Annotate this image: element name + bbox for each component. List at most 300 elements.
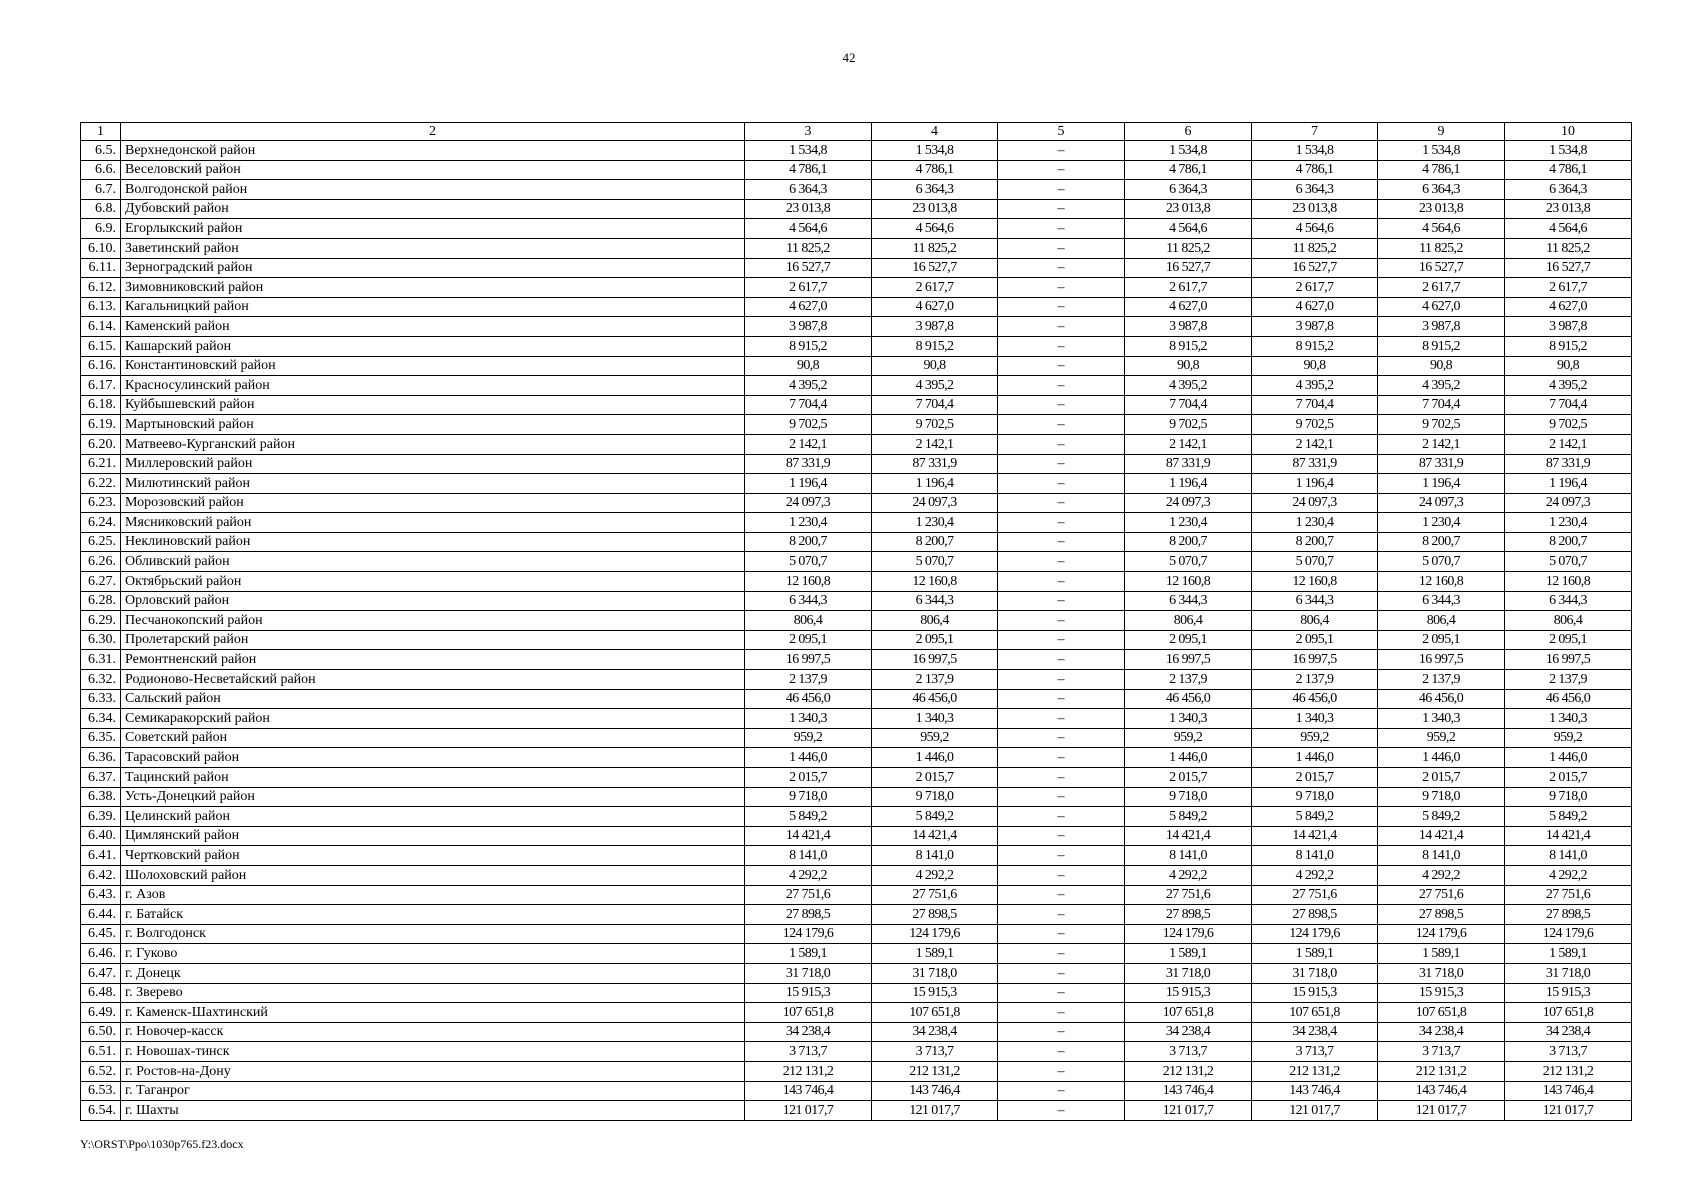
- table-row: [81, 199, 1632, 219]
- table-row: [81, 905, 1632, 925]
- dash-cell: –: [998, 454, 1125, 474]
- header-cell: 1: [81, 123, 121, 141]
- value-cell: 23 013,8: [1505, 199, 1632, 219]
- value-cell: 9 718,0: [1252, 787, 1378, 807]
- value-cell: 2 137,9: [1378, 670, 1505, 690]
- district-name-cell: Сальский район: [121, 689, 745, 709]
- value-cell: 27 751,6: [1378, 885, 1505, 905]
- value-cell: 2 095,1: [1378, 630, 1505, 650]
- value-cell: 959,2: [745, 728, 872, 748]
- value-cell: 4 395,2: [745, 376, 872, 396]
- district-name-cell: Советский район: [121, 728, 745, 748]
- value-cell: 1 534,8: [872, 141, 998, 161]
- value-cell: 2 015,7: [1125, 768, 1252, 788]
- row-number-cell: 6.11.: [81, 258, 121, 278]
- value-cell: 9 702,5: [872, 415, 998, 435]
- value-cell: 1 534,8: [1378, 141, 1505, 161]
- value-cell: 15 915,3: [1252, 983, 1378, 1003]
- row-number-cell: 6.10.: [81, 238, 121, 258]
- table-row: [81, 748, 1632, 768]
- row-number-cell: 6.48.: [81, 983, 121, 1003]
- value-cell: 7 704,4: [1378, 395, 1505, 415]
- value-cell: 24 097,3: [1505, 493, 1632, 513]
- value-cell: 24 097,3: [745, 493, 872, 513]
- row-number-cell: 6.38.: [81, 787, 121, 807]
- value-cell: 2 617,7: [745, 278, 872, 298]
- dash-cell: –: [998, 709, 1125, 729]
- dash-cell: –: [998, 1042, 1125, 1062]
- value-cell: 4 292,2: [745, 865, 872, 885]
- row-number-cell: 6.30.: [81, 630, 121, 650]
- district-name-cell: г. Каменск-Шахтинский: [121, 1003, 745, 1023]
- dash-cell: –: [998, 1061, 1125, 1081]
- row-number-cell: 6.19.: [81, 415, 121, 435]
- value-cell: 6 344,3: [1378, 591, 1505, 611]
- value-cell: 8 200,7: [1252, 532, 1378, 552]
- header-cell: 7: [1252, 123, 1378, 141]
- value-cell: 1 340,3: [1125, 709, 1252, 729]
- value-cell: 8 915,2: [1378, 336, 1505, 356]
- value-cell: 8 141,0: [1378, 846, 1505, 866]
- value-cell: 4 292,2: [1125, 865, 1252, 885]
- district-name-cell: Верхнедонской район: [121, 141, 745, 161]
- dash-cell: –: [998, 944, 1125, 964]
- table-row: [81, 689, 1632, 709]
- header-cell: 6: [1125, 123, 1252, 141]
- value-cell: 5 070,7: [1252, 552, 1378, 572]
- row-number-cell: 6.9.: [81, 219, 121, 239]
- value-cell: 8 915,2: [1125, 336, 1252, 356]
- value-cell: 16 527,7: [872, 258, 998, 278]
- value-cell: 27 898,5: [745, 905, 872, 925]
- district-name-cell: Семикаракорский район: [121, 709, 745, 729]
- table-row: [81, 238, 1632, 258]
- dash-cell: –: [998, 728, 1125, 748]
- row-number-cell: 6.15.: [81, 336, 121, 356]
- dash-cell: –: [998, 160, 1125, 180]
- value-cell: 5 070,7: [745, 552, 872, 572]
- value-cell: 46 456,0: [1378, 689, 1505, 709]
- value-cell: 14 421,4: [1125, 826, 1252, 846]
- district-name-cell: Зерноградский район: [121, 258, 745, 278]
- district-name-cell: г. Новочер-касск: [121, 1022, 745, 1042]
- value-cell: 107 651,8: [1252, 1003, 1378, 1023]
- table-row: [81, 513, 1632, 533]
- value-cell: 4 564,6: [1125, 219, 1252, 239]
- value-cell: 143 746,4: [1378, 1081, 1505, 1101]
- row-number-cell: 6.28.: [81, 591, 121, 611]
- value-cell: 3 987,8: [1378, 317, 1505, 337]
- row-number-cell: 6.39.: [81, 807, 121, 827]
- value-cell: 5 070,7: [872, 552, 998, 572]
- row-number-cell: 6.54.: [81, 1101, 121, 1121]
- value-cell: 1 589,1: [1378, 944, 1505, 964]
- dash-cell: –: [998, 670, 1125, 690]
- row-number-cell: 6.20.: [81, 434, 121, 454]
- district-name-cell: г. Новошах-тинск: [121, 1042, 745, 1062]
- district-name-cell: Тарасовский район: [121, 748, 745, 768]
- dash-cell: –: [998, 356, 1125, 376]
- value-cell: 90,8: [1125, 356, 1252, 376]
- value-cell: 3 713,7: [1505, 1042, 1632, 1062]
- value-cell: 27 898,5: [872, 905, 998, 925]
- value-cell: 1 340,3: [872, 709, 998, 729]
- value-cell: 959,2: [1378, 728, 1505, 748]
- table-row: [81, 768, 1632, 788]
- value-cell: 27 751,6: [1505, 885, 1632, 905]
- district-name-cell: г. Азов: [121, 885, 745, 905]
- table-row: [81, 160, 1632, 180]
- value-cell: 1 446,0: [1252, 748, 1378, 768]
- value-cell: 124 179,6: [1125, 924, 1252, 944]
- value-cell: 124 179,6: [1252, 924, 1378, 944]
- table-row: [81, 1022, 1632, 1042]
- dash-cell: –: [998, 317, 1125, 337]
- value-cell: 9 718,0: [1125, 787, 1252, 807]
- value-cell: 15 915,3: [1378, 983, 1505, 1003]
- value-cell: 121 017,7: [1125, 1101, 1252, 1121]
- value-cell: 3 713,7: [745, 1042, 872, 1062]
- dash-cell: –: [998, 689, 1125, 709]
- value-cell: 27 751,6: [1125, 885, 1252, 905]
- value-cell: 3 987,8: [745, 317, 872, 337]
- row-number-cell: 6.16.: [81, 356, 121, 376]
- value-cell: 31 718,0: [1378, 963, 1505, 983]
- dash-cell: –: [998, 905, 1125, 925]
- district-name-cell: Красносулинский район: [121, 376, 745, 396]
- value-cell: 2 095,1: [1252, 630, 1378, 650]
- value-cell: 2 137,9: [872, 670, 998, 690]
- value-cell: 4 786,1: [1125, 160, 1252, 180]
- dash-cell: –: [998, 787, 1125, 807]
- table-row: [81, 532, 1632, 552]
- row-number-cell: 6.7.: [81, 180, 121, 200]
- district-name-cell: г. Зверево: [121, 983, 745, 1003]
- value-cell: 3 987,8: [872, 317, 998, 337]
- district-name-cell: Морозовский район: [121, 493, 745, 513]
- value-cell: 12 160,8: [1505, 572, 1632, 592]
- dash-cell: –: [998, 513, 1125, 533]
- value-cell: 15 915,3: [872, 983, 998, 1003]
- value-cell: 806,4: [1378, 611, 1505, 631]
- dash-cell: –: [998, 1081, 1125, 1101]
- value-cell: 806,4: [872, 611, 998, 631]
- row-number-cell: 6.47.: [81, 963, 121, 983]
- value-cell: 212 131,2: [872, 1061, 998, 1081]
- district-name-cell: Ремонтненский район: [121, 650, 745, 670]
- footer-file-path: Y:\ORST\Ppo\1030p765.f23.docx: [80, 1137, 244, 1151]
- dash-cell: –: [998, 258, 1125, 278]
- district-name-cell: Целинский район: [121, 807, 745, 827]
- value-cell: 1 340,3: [745, 709, 872, 729]
- value-cell: 2 142,1: [1125, 434, 1252, 454]
- value-cell: 806,4: [1125, 611, 1252, 631]
- value-cell: 24 097,3: [872, 493, 998, 513]
- value-cell: 16 997,5: [745, 650, 872, 670]
- row-number-cell: 6.22.: [81, 474, 121, 494]
- value-cell: 46 456,0: [1252, 689, 1378, 709]
- district-name-cell: Песчанокопский район: [121, 611, 745, 631]
- row-number-cell: 6.36.: [81, 748, 121, 768]
- header-cell: 9: [1378, 123, 1505, 141]
- value-cell: 4 395,2: [1378, 376, 1505, 396]
- value-cell: 124 179,6: [1378, 924, 1505, 944]
- value-cell: 4 627,0: [1125, 297, 1252, 317]
- value-cell: 1 446,0: [1378, 748, 1505, 768]
- district-name-cell: Егорлыкский район: [121, 219, 745, 239]
- value-cell: 6 364,3: [1505, 180, 1632, 200]
- value-cell: 5 849,2: [745, 807, 872, 827]
- value-cell: 1 589,1: [745, 944, 872, 964]
- value-cell: 2 137,9: [1252, 670, 1378, 690]
- row-number-cell: 6.41.: [81, 846, 121, 866]
- value-cell: 46 456,0: [1505, 689, 1632, 709]
- dash-cell: –: [998, 748, 1125, 768]
- table-row: [81, 630, 1632, 650]
- district-name-cell: Миллеровский район: [121, 454, 745, 474]
- district-name-cell: Пролетарский район: [121, 630, 745, 650]
- row-number-cell: 6.53.: [81, 1081, 121, 1101]
- district-name-cell: Усть-Донецкий район: [121, 787, 745, 807]
- district-name-cell: Цимлянский район: [121, 826, 745, 846]
- dash-cell: –: [998, 532, 1125, 552]
- value-cell: 1 340,3: [1505, 709, 1632, 729]
- dash-cell: –: [998, 650, 1125, 670]
- value-cell: 4 292,2: [1505, 865, 1632, 885]
- value-cell: 23 013,8: [1252, 199, 1378, 219]
- value-cell: 11 825,2: [872, 238, 998, 258]
- row-number-cell: 6.35.: [81, 728, 121, 748]
- dash-cell: –: [998, 180, 1125, 200]
- value-cell: 5 849,2: [872, 807, 998, 827]
- value-cell: 4 564,6: [745, 219, 872, 239]
- dash-cell: –: [998, 983, 1125, 1003]
- value-cell: 212 131,2: [1125, 1061, 1252, 1081]
- row-number-cell: 6.23.: [81, 493, 121, 513]
- table-row: [81, 356, 1632, 376]
- value-cell: 4 395,2: [1505, 376, 1632, 396]
- value-cell: 143 746,4: [745, 1081, 872, 1101]
- header-cell: 3: [745, 123, 872, 141]
- table-row: [81, 297, 1632, 317]
- value-cell: 9 718,0: [745, 787, 872, 807]
- value-cell: 14 421,4: [1505, 826, 1632, 846]
- district-name-cell: Кашарский район: [121, 336, 745, 356]
- dash-cell: –: [998, 630, 1125, 650]
- value-cell: 107 651,8: [872, 1003, 998, 1023]
- dash-cell: –: [998, 552, 1125, 572]
- value-cell: 1 534,8: [1252, 141, 1378, 161]
- value-cell: 1 196,4: [1125, 474, 1252, 494]
- value-cell: 2 137,9: [1505, 670, 1632, 690]
- value-cell: 6 344,3: [1125, 591, 1252, 611]
- value-cell: 3 987,8: [1252, 317, 1378, 337]
- row-number-cell: 6.37.: [81, 768, 121, 788]
- value-cell: 23 013,8: [872, 199, 998, 219]
- value-cell: 1 230,4: [1505, 513, 1632, 533]
- value-cell: 9 718,0: [1378, 787, 1505, 807]
- header-cell: 10: [1505, 123, 1632, 141]
- row-number-cell: 6.24.: [81, 513, 121, 533]
- value-cell: 5 849,2: [1505, 807, 1632, 827]
- value-cell: 23 013,8: [745, 199, 872, 219]
- value-cell: 15 915,3: [745, 983, 872, 1003]
- table-row: [81, 611, 1632, 631]
- value-cell: 212 131,2: [1252, 1061, 1378, 1081]
- value-cell: 121 017,7: [1378, 1101, 1505, 1121]
- value-cell: 27 898,5: [1252, 905, 1378, 925]
- table-row: [81, 395, 1632, 415]
- dash-cell: –: [998, 199, 1125, 219]
- row-number-cell: 6.18.: [81, 395, 121, 415]
- value-cell: 8 141,0: [872, 846, 998, 866]
- table-row: [81, 493, 1632, 513]
- value-cell: 90,8: [745, 356, 872, 376]
- value-cell: 12 160,8: [872, 572, 998, 592]
- value-cell: 27 751,6: [1252, 885, 1378, 905]
- value-cell: 124 179,6: [745, 924, 872, 944]
- value-cell: 2 617,7: [1125, 278, 1252, 298]
- value-cell: 1 589,1: [1252, 944, 1378, 964]
- value-cell: 16 997,5: [1505, 650, 1632, 670]
- value-cell: 90,8: [872, 356, 998, 376]
- value-cell: 4 292,2: [1378, 865, 1505, 885]
- dash-cell: –: [998, 415, 1125, 435]
- value-cell: 8 915,2: [1252, 336, 1378, 356]
- value-cell: 6 364,3: [1378, 180, 1505, 200]
- table-row: [81, 1042, 1632, 1062]
- district-name-cell: г. Батайск: [121, 905, 745, 925]
- value-cell: 16 997,5: [1125, 650, 1252, 670]
- value-cell: 6 344,3: [1252, 591, 1378, 611]
- value-cell: 107 651,8: [1505, 1003, 1632, 1023]
- value-cell: 1 534,8: [1505, 141, 1632, 161]
- table-row: [81, 944, 1632, 964]
- table-row: [81, 219, 1632, 239]
- value-cell: 46 456,0: [1125, 689, 1252, 709]
- table-row: [81, 1061, 1632, 1081]
- value-cell: 1 446,0: [745, 748, 872, 768]
- value-cell: 31 718,0: [745, 963, 872, 983]
- value-cell: 1 196,4: [1378, 474, 1505, 494]
- value-cell: 1 340,3: [1378, 709, 1505, 729]
- value-cell: 8 141,0: [1125, 846, 1252, 866]
- value-cell: 1 230,4: [745, 513, 872, 533]
- value-cell: 6 364,3: [745, 180, 872, 200]
- dash-cell: –: [998, 141, 1125, 161]
- district-name-cell: Каменский район: [121, 317, 745, 337]
- value-cell: 121 017,7: [745, 1101, 872, 1121]
- table-row: [81, 572, 1632, 592]
- value-cell: 4 395,2: [872, 376, 998, 396]
- district-name-cell: г. Таганрог: [121, 1081, 745, 1101]
- district-name-cell: Константиновский район: [121, 356, 745, 376]
- row-number-cell: 6.13.: [81, 297, 121, 317]
- value-cell: 2 095,1: [1125, 630, 1252, 650]
- value-cell: 16 527,7: [1505, 258, 1632, 278]
- value-cell: 806,4: [745, 611, 872, 631]
- value-cell: 2 095,1: [1505, 630, 1632, 650]
- value-cell: 1 196,4: [872, 474, 998, 494]
- value-cell: 1 196,4: [1505, 474, 1632, 494]
- page-number: 42: [842, 50, 856, 65]
- value-cell: 8 141,0: [1252, 846, 1378, 866]
- value-cell: 143 746,4: [1505, 1081, 1632, 1101]
- table-row: [81, 258, 1632, 278]
- value-cell: 1 196,4: [1252, 474, 1378, 494]
- value-cell: 4 564,6: [1378, 219, 1505, 239]
- value-cell: 9 718,0: [872, 787, 998, 807]
- value-cell: 34 238,4: [745, 1022, 872, 1042]
- table-body: [81, 123, 1632, 1121]
- value-cell: 8 200,7: [745, 532, 872, 552]
- header-cell: 4: [872, 123, 998, 141]
- district-name-cell: г. Волгодонск: [121, 924, 745, 944]
- value-cell: 2 137,9: [1125, 670, 1252, 690]
- value-cell: 6 344,3: [745, 591, 872, 611]
- table-row: [81, 434, 1632, 454]
- value-cell: 87 331,9: [745, 454, 872, 474]
- value-cell: 90,8: [1252, 356, 1378, 376]
- value-cell: 1 589,1: [1505, 944, 1632, 964]
- value-cell: 2 137,9: [745, 670, 872, 690]
- row-number-cell: 6.32.: [81, 670, 121, 690]
- value-cell: 212 131,2: [1505, 1061, 1632, 1081]
- value-cell: 12 160,8: [1378, 572, 1505, 592]
- value-cell: 1 589,1: [1125, 944, 1252, 964]
- district-name-cell: Мартыновский район: [121, 415, 745, 435]
- value-cell: 959,2: [872, 728, 998, 748]
- value-cell: 6 344,3: [1505, 591, 1632, 611]
- district-name-cell: Октябрьский район: [121, 572, 745, 592]
- value-cell: 3 987,8: [1505, 317, 1632, 337]
- value-cell: 3 713,7: [1252, 1042, 1378, 1062]
- row-number-cell: 6.51.: [81, 1042, 121, 1062]
- row-number-cell: 6.42.: [81, 865, 121, 885]
- value-cell: 14 421,4: [1252, 826, 1378, 846]
- value-cell: 6 364,3: [872, 180, 998, 200]
- table-row: [81, 865, 1632, 885]
- table-row: [81, 376, 1632, 396]
- district-name-cell: Мясниковский район: [121, 513, 745, 533]
- row-number-cell: 6.40.: [81, 826, 121, 846]
- value-cell: 1 534,8: [745, 141, 872, 161]
- dash-cell: –: [998, 768, 1125, 788]
- value-cell: 107 651,8: [1378, 1003, 1505, 1023]
- value-cell: 7 704,4: [745, 395, 872, 415]
- value-cell: 87 331,9: [1378, 454, 1505, 474]
- value-cell: 4 786,1: [745, 160, 872, 180]
- value-cell: 2 095,1: [745, 630, 872, 650]
- value-cell: 8 915,2: [872, 336, 998, 356]
- row-number-cell: 6.21.: [81, 454, 121, 474]
- value-cell: 27 898,5: [1378, 905, 1505, 925]
- value-cell: 3 713,7: [1378, 1042, 1505, 1062]
- value-cell: 4 786,1: [872, 160, 998, 180]
- value-cell: 5 849,2: [1125, 807, 1252, 827]
- value-cell: 8 200,7: [1505, 532, 1632, 552]
- row-number-cell: 6.50.: [81, 1022, 121, 1042]
- table-row: [81, 885, 1632, 905]
- row-number-cell: 6.29.: [81, 611, 121, 631]
- value-cell: 24 097,3: [1378, 493, 1505, 513]
- value-cell: 2 617,7: [872, 278, 998, 298]
- value-cell: 87 331,9: [1125, 454, 1252, 474]
- value-cell: 1 446,0: [872, 748, 998, 768]
- value-cell: 11 825,2: [1252, 238, 1378, 258]
- row-number-cell: 6.27.: [81, 572, 121, 592]
- dash-cell: –: [998, 1003, 1125, 1023]
